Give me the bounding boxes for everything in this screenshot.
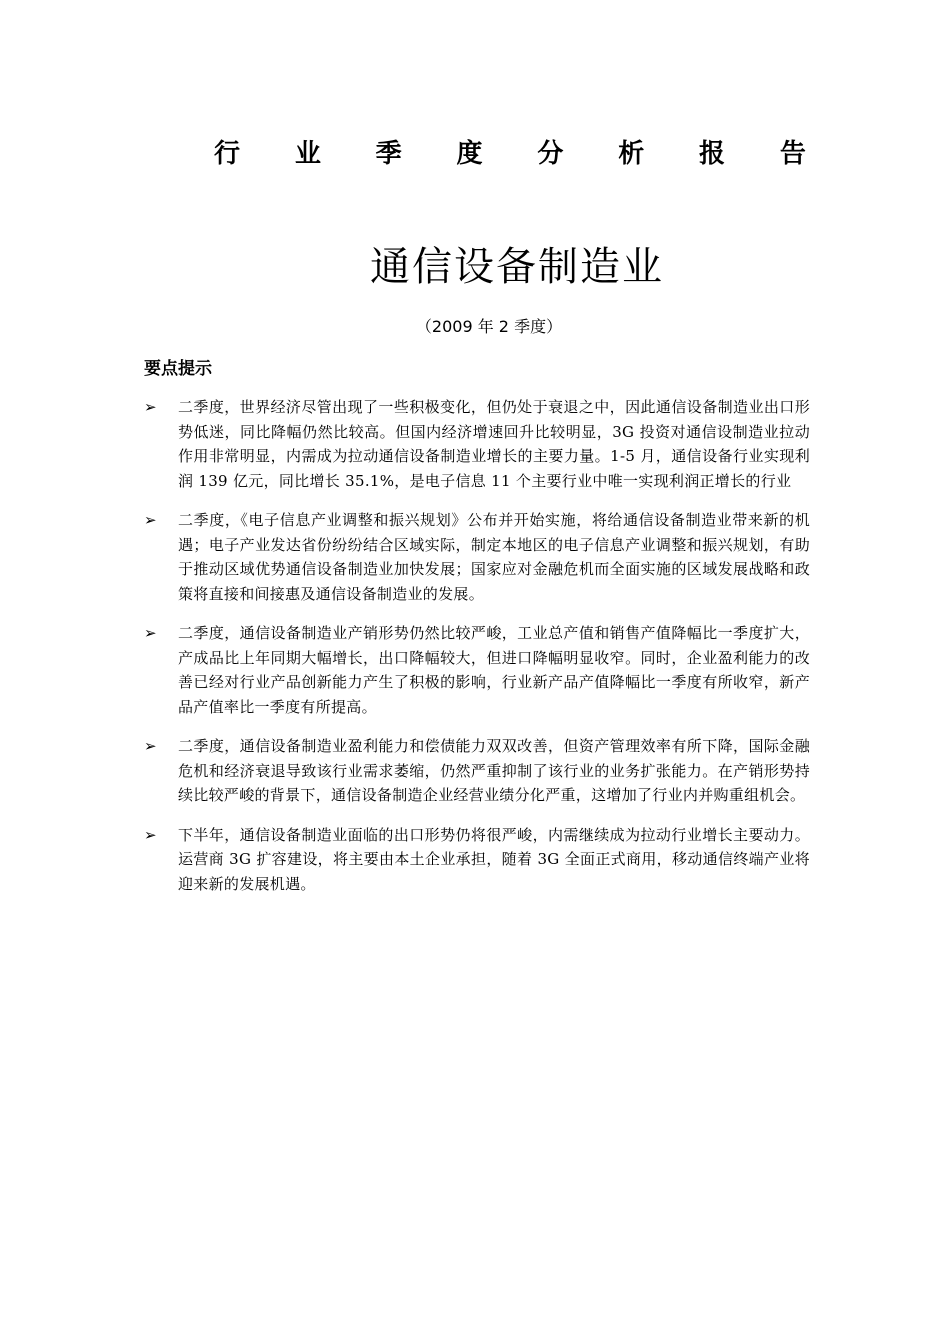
key-points-list <box>144 395 810 911</box>
report-type-char: 报 <box>699 139 726 169</box>
key-point-text: 二季度，《电子信息产业调整和振兴规划》公布并开始实施，将给通信设备制造业带来新的机遇；电子产业发达省份纷纷结合区域实际，制定本地区的电子信息产业调整和振兴规划，有助于推动区域优势通信设备制造业加快发展；国家应对金融危机而全面实施的区域发展战略和政策将直接和间接惠及通信设备制造业的发展。 <box>178 511 810 603</box>
document-title: 通信设备制造业 <box>370 244 664 290</box>
key-point-item <box>144 734 810 808</box>
report-type-char: 行 <box>213 139 240 169</box>
key-point-item <box>144 823 810 897</box>
arrow-bullet-icon: ➢ <box>144 825 157 844</box>
report-type-heading <box>210 136 810 172</box>
key-point-text: 二季度，世界经济尽管出现了一些积极变化，但仍处于衰退之中，因此通信设备制造业出口形势低迷，同比降幅仍然比较高。但国内经济增速回升比较明显，3G 投资对通信设制造业拉动作用非常明显，内需成为拉动通信设备制造业增长的主要力量。1-5 月，通信设备行业实现利润 139 亿元，同比增长 35.1%，是电子信息 11 个主要行业中唯一实现利润正增长的行业 <box>178 398 810 490</box>
key-point-item <box>144 621 810 719</box>
arrow-bullet-icon: ➢ <box>144 511 157 529</box>
key-point-text: 二季度，通信设备制造业产销形势仍然比较严峻，工业总产值和销售产值降幅比一季度扩大，产成品比上年同期大幅增长，出口降幅较大，但进口降幅明显收窄。同时，企业盈利能力的改善已经对行业产品创新能力产生了积极的影响，行业新产品产值降幅比一季度有所收窄，新产品产值率比一季度有所提高。 <box>178 624 810 716</box>
report-type-char: 业 <box>294 139 321 169</box>
key-point-item <box>144 395 810 493</box>
key-point-text: 下半年，通信设备制造业面临的出口形势仍将很严峻，内需继续成为拉动行业增长主要动力。运营商 3G 扩容建设，将主要由本土企业承担，随着 3G 全面正式商用，移动通信终端产业将迎来新的发展机遇。 <box>178 825 810 893</box>
report-type-char: 分 <box>537 139 564 169</box>
report-type-char: 季 <box>375 139 402 169</box>
arrow-bullet-icon: ➢ <box>144 737 157 755</box>
key-points-heading: 要点提示 <box>144 359 212 379</box>
key-point-item <box>144 508 810 606</box>
arrow-bullet-icon: ➢ <box>144 624 157 642</box>
report-type-char: 析 <box>618 139 645 169</box>
report-type-char: 告 <box>779 139 806 169</box>
report-type-char: 度 <box>456 139 483 169</box>
report-period: （2009 年 2 季度） <box>415 317 563 336</box>
arrow-bullet-icon: ➢ <box>144 398 157 416</box>
key-point-text: 二季度，通信设备制造业盈利能力和偿债能力双双改善，但资产管理效率有所下降，国际金融危机和经济衰退导致该行业需求萎缩，仍然严重抑制了该行业的业务扩张能力。在产销形势持续比较严峻的背景下，通信设备制造企业经营业绩分化严重，这增加了行业内并购重组机会。 <box>178 737 810 804</box>
